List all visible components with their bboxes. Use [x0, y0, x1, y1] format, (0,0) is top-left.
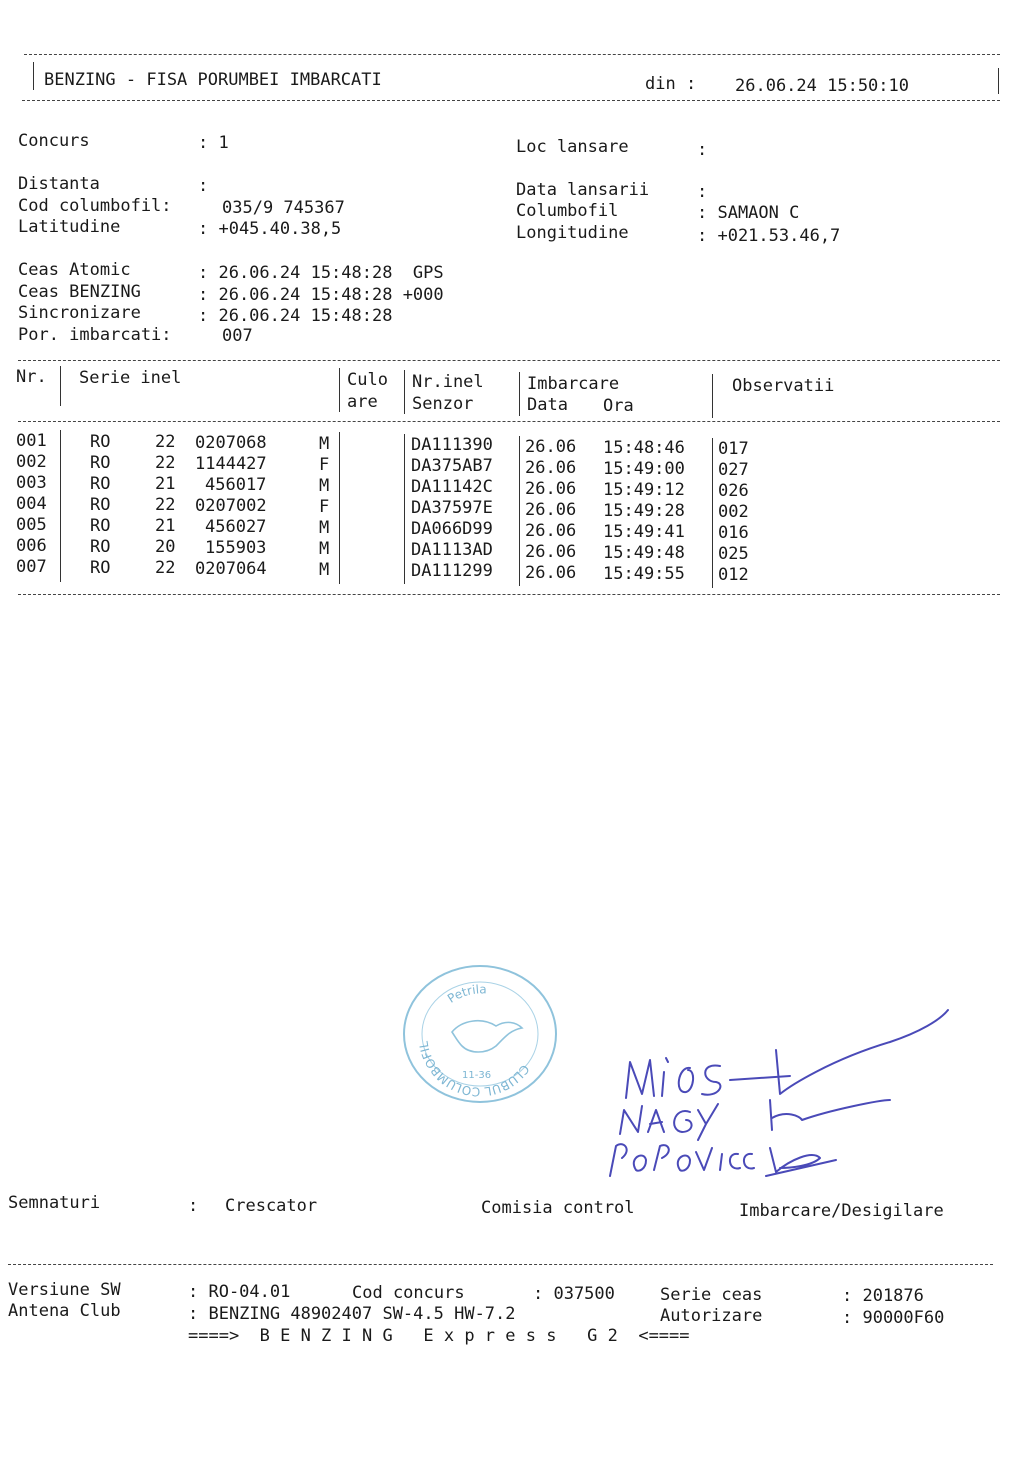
imbarcare-label: Imbarcare/Desigilare — [739, 1201, 944, 1221]
versiune-value: : RO-04.01 — [188, 1282, 291, 1302]
concurs-label: Concurs — [18, 131, 90, 151]
cell-data: 26.06 — [525, 542, 577, 562]
cell-ora: 15:49:55 — [603, 564, 685, 584]
cell-sex: M — [319, 518, 330, 538]
cell-data: 26.06 — [525, 458, 577, 478]
cell-sex: M — [319, 476, 330, 496]
antena-label: Antena Club — [8, 1301, 121, 1321]
versiune-label: Versiune SW — [8, 1280, 121, 1300]
cell-tara: RO — [90, 495, 111, 515]
th-observatii: Observatii — [732, 376, 835, 396]
cell-ora: 15:49:12 — [603, 480, 685, 500]
cell-sex: F — [319, 497, 330, 517]
cell-nr: 006 — [16, 536, 47, 556]
cell-an: 22 — [155, 558, 176, 578]
table-header-rule — [18, 421, 1000, 422]
handwritten-signatures — [590, 1000, 960, 1190]
cell-numar: 0207064 — [195, 559, 267, 579]
col-sep-culoare — [404, 370, 405, 414]
columbofil-value: : SAMAON C — [697, 203, 800, 223]
table-top-rule — [18, 360, 1000, 361]
th-senzor: Senzor — [412, 394, 474, 414]
stamp-code: 11-36 — [462, 1070, 492, 1081]
cell-ora: 15:49:00 — [603, 459, 685, 479]
cell-tara: RO — [90, 558, 111, 578]
header-left-border — [33, 62, 34, 90]
th-imbarcare: Imbarcare — [527, 374, 620, 394]
serie-ceas-value: : 201876 — [842, 1286, 924, 1306]
loc-lansare-label: Loc lansare — [516, 137, 629, 157]
cell-numar: 155903 — [205, 538, 267, 558]
latitudine-value: : +045.40.38,5 — [198, 219, 342, 239]
cell-nr: 001 — [16, 431, 47, 451]
cell-an: 22 — [155, 432, 176, 452]
cod-concurs-value: : 037500 — [533, 1284, 615, 1304]
cell-obs: 012 — [718, 565, 749, 585]
data-lansarii-label: Data lansarii — [516, 180, 650, 200]
cell-sex: M — [319, 560, 330, 580]
semnaturi-label: Semnaturi — [8, 1193, 101, 1213]
cell-numar: 0207068 — [195, 433, 267, 453]
cell-senzor: DA111299 — [411, 561, 493, 581]
signatures-names — [590, 1000, 602, 1001]
signature-name-3: POPOVICI — [596, 1000, 602, 1001]
cell-senzor: DA11142C — [411, 477, 493, 497]
cell-sex: M — [319, 539, 330, 559]
cell-tara: RO — [90, 432, 111, 452]
svg-text:Petrila — [445, 982, 487, 1006]
autorizare-label: Autorizare — [660, 1306, 763, 1326]
cell-nr: 002 — [16, 452, 47, 472]
benzing-banner: ====> B E N Z I N G E x p r e s s G 2 <==== — [188, 1326, 690, 1346]
cell-tara: RO — [90, 474, 111, 494]
latitudine-label: Latitudine — [18, 217, 121, 237]
stamp-text-bottom: CLUBUL COLUMBOFIL — [416, 1040, 533, 1099]
cell-nr: 004 — [16, 494, 47, 514]
table-bottom-rule — [18, 594, 1000, 595]
concurs-value: : 1 — [198, 133, 229, 153]
cell-senzor: DA111390 — [411, 435, 493, 455]
cell-numar: 456017 — [205, 475, 267, 495]
col-sep-senzor — [519, 372, 520, 416]
cell-data: 26.06 — [525, 437, 577, 457]
cod-columbofil-value: 035/9 745367 — [222, 198, 345, 218]
header-top-border — [24, 54, 1000, 55]
cell-sex: F — [319, 455, 330, 475]
cell-tara: RO — [90, 516, 111, 536]
header-right-border — [998, 68, 999, 94]
cell-nr: 003 — [16, 473, 47, 493]
pigeon-icon — [452, 1021, 522, 1052]
cell-obs: 027 — [718, 460, 749, 480]
data-lansarii-value: : — [697, 182, 708, 202]
distanta-value: : — [198, 176, 209, 196]
ceas-benzing-label: Ceas BENZING — [18, 282, 141, 302]
stamp-text-top: Petrila — [444, 982, 487, 1006]
cell-ora: 15:48:46 — [603, 438, 685, 458]
cell-numar: 0207002 — [195, 496, 267, 516]
ceas-atomic-value: : 26.06.24 15:48:28 GPS — [198, 263, 444, 283]
cod-concurs-label: Cod concurs — [352, 1283, 465, 1303]
cell-numar: 1144427 — [195, 454, 267, 474]
cell-senzor: DA066D99 — [411, 519, 493, 539]
cell-data: 26.06 — [525, 521, 577, 541]
por-imbarcati-value: 007 — [222, 326, 253, 346]
cell-sex: M — [319, 434, 330, 454]
col-sep-serie — [339, 368, 340, 412]
ceas-atomic-label: Ceas Atomic — [18, 260, 131, 280]
signature-name-1: MILOS — [590, 1000, 594, 1001]
col-sep-culoare-body — [404, 434, 405, 584]
cell-ora: 15:49:48 — [603, 543, 685, 563]
th-serie-inel: Serie inel — [79, 368, 182, 388]
cell-an: 21 — [155, 474, 176, 494]
signature-milos — [626, 1010, 948, 1098]
th-culoare-2: are — [347, 392, 378, 412]
cell-tara: RO — [90, 537, 111, 557]
cell-ora: 15:49:41 — [603, 522, 685, 542]
col-sep-nr-body — [60, 430, 61, 582]
cod-columbofil-label: Cod columbofil: — [18, 196, 172, 216]
cell-senzor: DA37597E — [411, 498, 493, 518]
cell-numar: 456027 — [205, 517, 267, 537]
serie-ceas-label: Serie ceas — [660, 1285, 763, 1305]
cell-data: 26.06 — [525, 479, 577, 499]
header-bottom-border — [22, 100, 1000, 101]
report-date-label: din : — [645, 74, 697, 94]
ceas-benzing-value: : 26.06.24 15:48:28 +000 — [198, 285, 444, 305]
cell-an: 22 — [155, 495, 176, 515]
cell-obs: 025 — [718, 544, 749, 564]
longitudine-value: : +021.53.46,7 — [697, 226, 841, 246]
distanta-label: Distanta — [18, 174, 100, 194]
th-culoare-1: Culo — [347, 370, 388, 390]
cell-obs: 016 — [718, 523, 749, 543]
th-data: Data — [527, 395, 568, 415]
por-imbarcati-label: Por. imbarcati: — [18, 325, 172, 345]
antena-value: : BENZING 48902407 SW-4.5 HW-7.2 — [188, 1304, 516, 1324]
crescator-label: Crescator — [225, 1196, 318, 1216]
th-ora: Ora — [603, 396, 634, 416]
col-sep-senzor-body — [519, 436, 520, 586]
cell-nr: 007 — [16, 557, 47, 577]
cell-an: 22 — [155, 453, 176, 473]
cell-data: 26.06 — [525, 563, 577, 583]
cell-obs: 017 — [718, 439, 749, 459]
autorizare-value: : 90000F60 — [842, 1308, 945, 1328]
sincronizare-value: : 26.06.24 15:48:28 — [198, 306, 393, 326]
loc-lansare-value: : — [697, 140, 708, 160]
signature-popovici — [610, 1144, 836, 1176]
cell-ora: 15:49:28 — [603, 501, 685, 521]
sincronizare-label: Sincronizare — [18, 303, 141, 323]
report-date-value: 26.06.24 15:50:10 — [735, 76, 909, 96]
signature-nagy — [620, 1100, 890, 1140]
col-sep-serie-body — [339, 432, 340, 584]
col-sep-nr — [60, 366, 61, 406]
semnaturi-sep: : — [188, 1196, 199, 1216]
cell-an: 21 — [155, 516, 176, 536]
th-nr-inel: Nr.inel — [412, 372, 484, 392]
th-nr: Nr. — [16, 367, 47, 387]
report-title: BENZING - FISA PORUMBEI IMBARCATI — [44, 70, 382, 90]
col-sep-imbarcare-body — [712, 438, 713, 588]
longitudine-label: Longitudine — [516, 223, 629, 243]
col-sep-imbarcare — [712, 374, 713, 418]
club-stamp — [400, 962, 560, 1107]
cell-obs: 026 — [718, 481, 749, 501]
signature-name-2: NAGY — [593, 1000, 597, 1001]
comisia-label: Comisia control — [481, 1198, 635, 1218]
footer-rule — [8, 1264, 993, 1265]
cell-obs: 002 — [718, 502, 749, 522]
cell-data: 26.06 — [525, 500, 577, 520]
columbofil-label: Columbofil — [516, 201, 619, 221]
cell-an: 20 — [155, 537, 176, 557]
cell-tara: RO — [90, 453, 111, 473]
cell-senzor: DA1113AD — [411, 540, 493, 560]
cell-senzor: DA375AB7 — [411, 456, 493, 476]
cell-nr: 005 — [16, 515, 47, 535]
